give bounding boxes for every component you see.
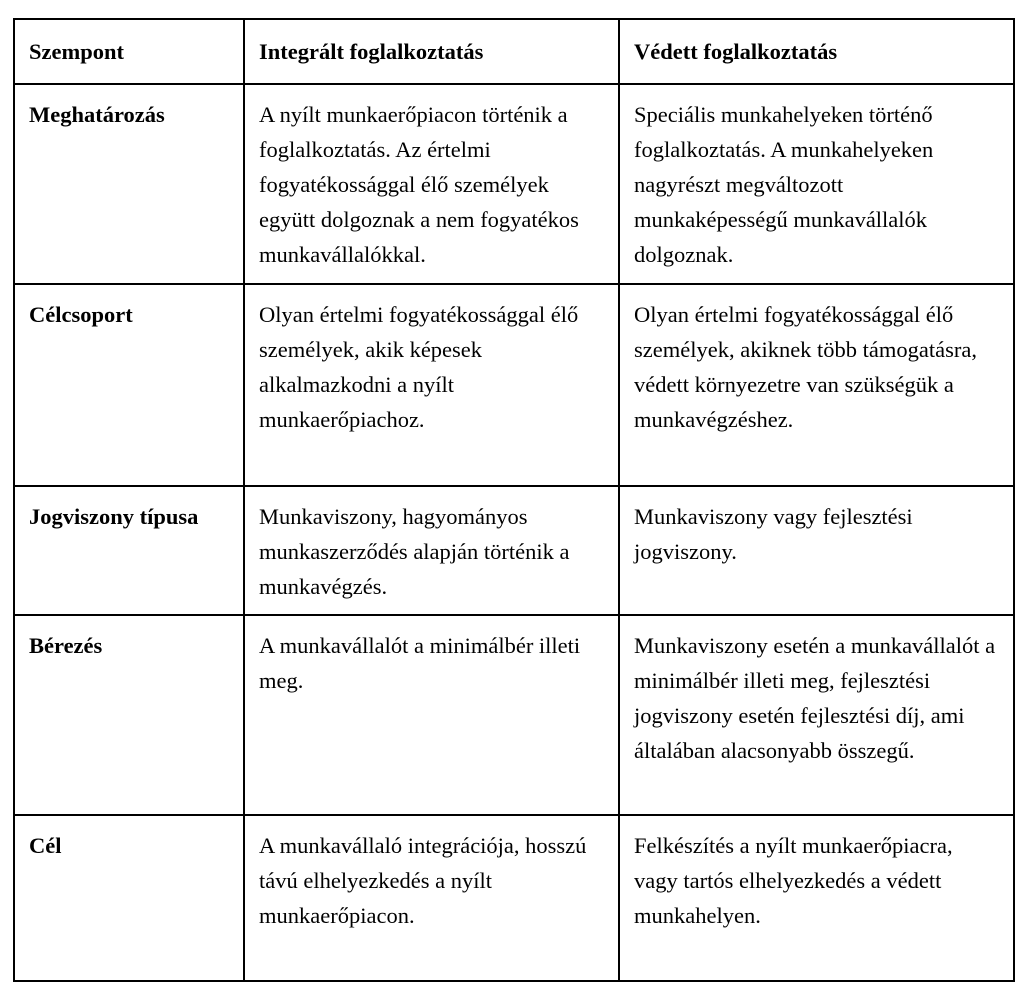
cell-text: Olyan értelmi fogyatékossággal élő személyek, akik képesek alkalmazkodni a nyílt munkaerőpiachoz. xyxy=(259,301,579,432)
cell-integrated-berezes xyxy=(244,615,619,815)
row-label-cel xyxy=(14,815,244,981)
cell-text: Speciális munkahelyeken történő foglalkoztatás. A munkahelyeken nagyrészt megváltozott munkaképességű munkavállalók dolgoznak. xyxy=(634,102,934,268)
table-header-row xyxy=(14,19,1014,84)
column-header-aspect: Szempont xyxy=(14,19,244,84)
cell-text: Munkaviszony vagy fejlesztési jogviszony. xyxy=(634,503,913,564)
cell-text: Bérezés xyxy=(29,632,103,658)
cell-integrated-cel xyxy=(244,815,619,981)
cell-text: Olyan értelmi fogyatékossággal élő személyek, akiknek több támogatásra, védett környezetre van szükségük a munkavégzéshez. xyxy=(634,301,978,432)
table-row xyxy=(14,815,1014,981)
cell-text: Célcsoport xyxy=(29,301,133,327)
table-body xyxy=(14,84,1014,981)
cell-integrated-meghatarozas xyxy=(244,84,619,283)
cell-sheltered-jogviszony-tipusa xyxy=(619,486,1014,615)
table-row xyxy=(14,615,1014,815)
cell-sheltered-berezes xyxy=(619,615,1014,815)
row-label-meghatarozas xyxy=(14,84,244,283)
table-header xyxy=(14,19,1014,84)
column-header-integrated-employment: Integrált foglalkoztatás xyxy=(244,19,619,84)
table-row xyxy=(14,84,1014,283)
cell-text: A munkavállaló integrációja, hosszú távú elhelyezkedés a nyílt munkaerőpiacon. xyxy=(259,832,587,929)
row-label-berezes xyxy=(14,615,244,815)
cell-text: Meghatározás xyxy=(29,102,165,128)
cell-sheltered-celcsoport xyxy=(619,284,1014,486)
cell-integrated-celcsoport xyxy=(244,284,619,486)
column-header-sheltered-employment: Védett foglalkoztatás xyxy=(619,19,1014,84)
comparison-table xyxy=(13,18,1015,982)
cell-sheltered-meghatarozas xyxy=(619,84,1014,283)
cell-text: A munkavállalót a minimálbér illeti meg. xyxy=(259,632,581,693)
table-row xyxy=(14,486,1014,615)
cell-integrated-jogviszony-tipusa xyxy=(244,486,619,615)
cell-text: A nyílt munkaerőpiacon történik a foglalkoztatás. Az értelmi fogyatékossággal élő személyek együtt dolgoznak a nem fogyatékos munkavállalókkal. xyxy=(259,102,579,268)
cell-text: Munkaviszony esetén a munkavállalót a minimálbér illeti meg, fejlesztési jogviszony esetén fejlesztési díj, ami általában alacsonyabb összegű. xyxy=(634,632,996,764)
cell-text: Cél xyxy=(29,832,62,858)
cell-text: Munkaviszony, hagyományos munkaszerződés alapján történik a munkavégzés. xyxy=(259,503,570,599)
row-label-jogviszony-tipusa xyxy=(14,486,244,615)
cell-sheltered-cel xyxy=(619,815,1014,981)
cell-text: Jogviszony típusa xyxy=(29,503,199,529)
cell-text: Felkészítés a nyílt munkaerőpiacra, vagy tartós elhelyezkedés a védett munkahelyen. xyxy=(634,832,953,929)
table-row xyxy=(14,284,1014,486)
row-label-celcsoport xyxy=(14,284,244,486)
